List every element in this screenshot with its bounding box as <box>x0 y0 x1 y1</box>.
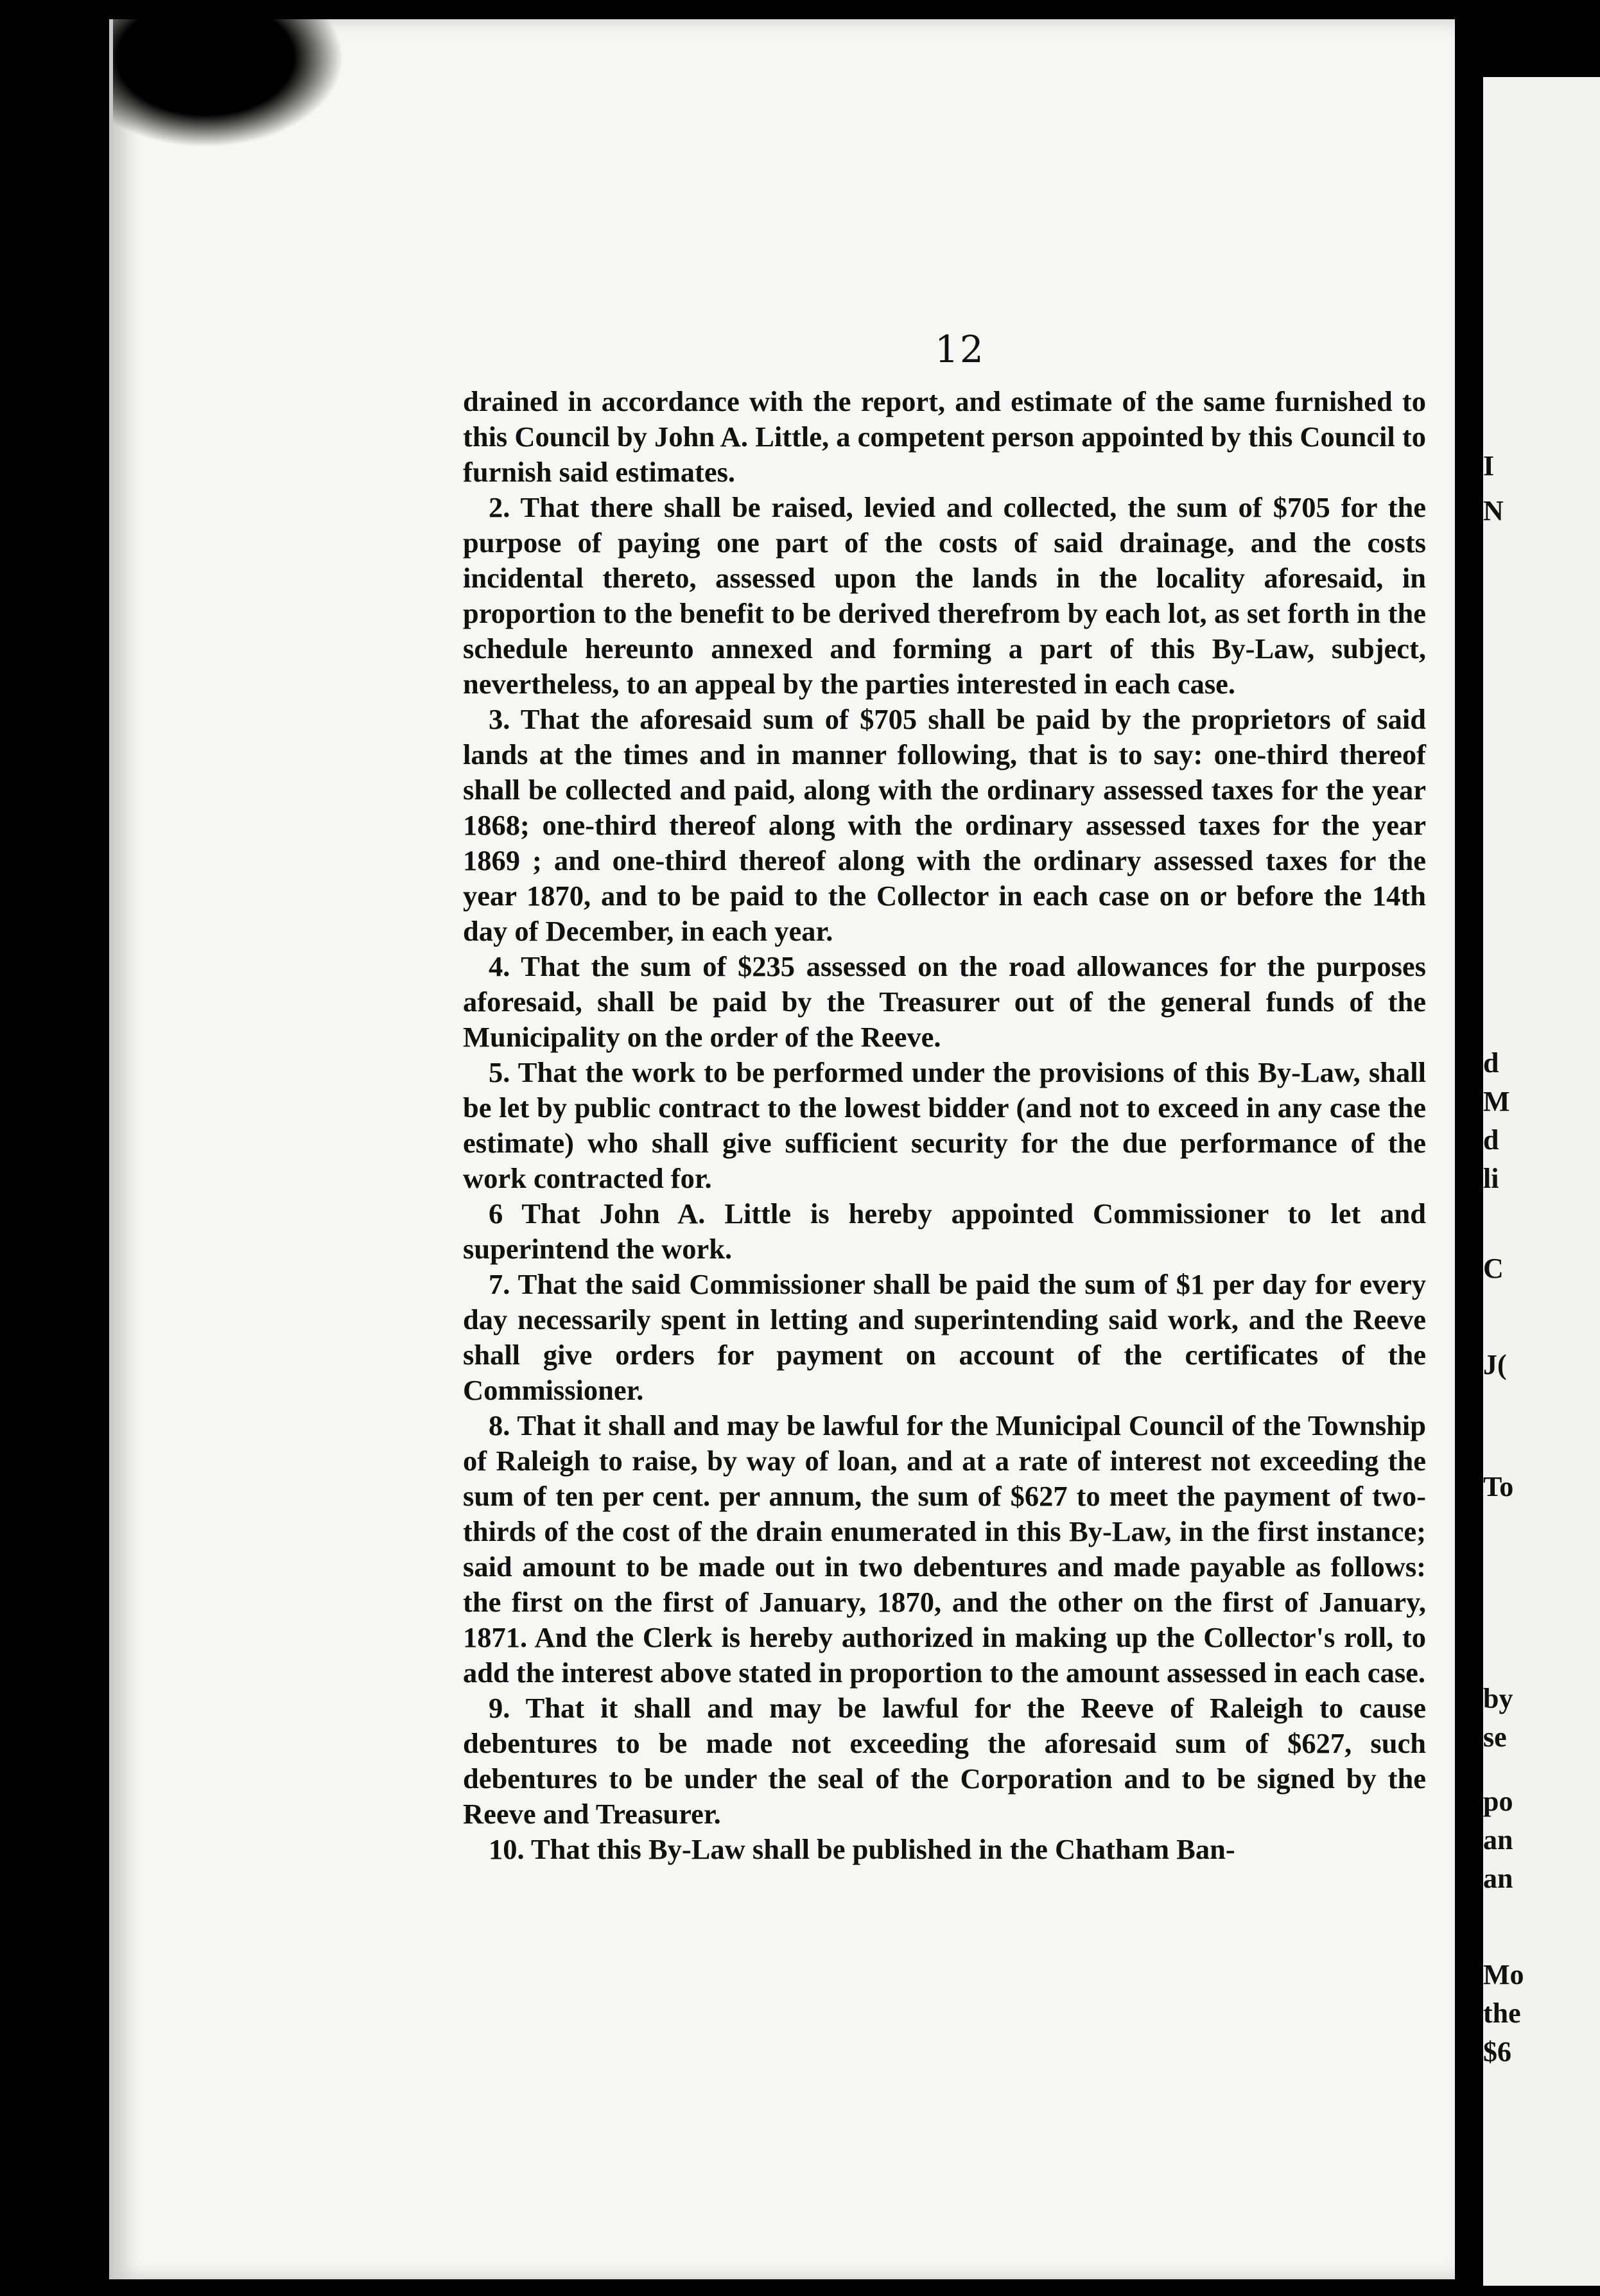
facing-text-fragment: d <box>1483 1124 1499 1156</box>
paragraph: 6 That John A. Little is hereby appointed Commissioner to let and superintend the work. <box>463 1197 1426 1265</box>
facing-text-fragment: by <box>1483 1683 1513 1714</box>
facing-text-fragment: po <box>1483 1786 1513 1817</box>
facing-text-fragment: To <box>1483 1471 1514 1502</box>
page-edge-damage <box>113 19 344 148</box>
facing-text-fragment: $6 <box>1483 2036 1511 2067</box>
facing-text-fragment: an <box>1483 1824 1513 1856</box>
paragraph: drained in accordance with the report, and estimate of the same furnished to this Council by John A. Little, a competent person appointed by this Council to furnish said estimates. <box>463 385 1426 488</box>
body-text <box>463 384 1426 1867</box>
facing-text-fragment: se <box>1483 1721 1507 1753</box>
book-page <box>109 19 1455 2279</box>
facing-text-fragment: an <box>1483 1863 1513 1894</box>
facing-text-fragment: M <box>1483 1086 1510 1117</box>
paragraph: 2. That there shall be raised, levied and collected, the sum of $705 for the purpose of paying one part of the costs of said drainage, and the costs incidental thereto, assessed upon the lands in the locality aforesaid, in proportion to the benefit to be derived therefrom by each lot, as set forth in the schedule hereunto annexed and forming a part of this By-Law, subject, nevertheless, to an appeal by the parties interested in each case. <box>463 491 1426 700</box>
facing-page <box>1483 77 1600 2286</box>
paragraph: 7. That the said Commissioner shall be paid the sum of $1 per day for every day necessarily spent in letting and superintending said work, and the Reeve shall give orders for payment on account of the certificates of the Commissioner. <box>463 1268 1426 1406</box>
paragraph: 5. That the work to be performed under the provisions of this By-Law, shall be let by public contract to the lowest bidder (and not to exceed in any case the estimate) who shall give sufficient security for the due performance of the work contracted for. <box>463 1056 1426 1194</box>
paragraph: 10. That this By-Law shall be published in the Chatham Ban- <box>489 1833 1235 1865</box>
facing-text-fragment: J( <box>1483 1349 1507 1380</box>
paragraph: 8. That it shall and may be lawful for the Municipal Council of the Township of Raleigh to raise, by way of loan, and at a rate of interest not exceeding the sum of ten per cent. per annum, the sum of $627 to meet the payment of two-thirds of the cost of the drain enumerated in this By-Law, in the first instance; said amount to be made out in two debentures and made payable as follows: the first on the first of January, 1870, and the other on the first of January, 1871. And the Clerk is hereby authorized in making up the Collector's roll, to add the interest above stated in proportion to the amount assessed in each case. <box>463 1409 1426 1689</box>
facing-text-fragment: the <box>1483 1997 1521 2029</box>
facing-text-fragment: Mo <box>1483 1959 1524 1990</box>
paragraph: 4. That the sum of $235 assessed on the road allowances for the purposes aforesaid, shall be paid by the Treasurer out of the general funds of the Municipality on the order of the Reeve. <box>463 950 1426 1053</box>
paragraph: 9. That it shall and may be lawful for the Reeve of Raleigh to cause debentures to be made not exceeding the aforesaid sum of $627, such debentures to be under the seal of the Corporation and to be signed by the Reeve and Treasurer. <box>463 1692 1426 1830</box>
facing-text-fragment: I <box>1483 450 1495 482</box>
facing-text-fragment: C <box>1483 1253 1504 1284</box>
paragraph: 3. That the aforesaid sum of $705 shall be paid by the proprietors of said lands at the times and in manner following, that is to say: one-third thereof shall be collected and paid, along with the ordinary assessed taxes for the year 1868; one-third thereof along with the ordinary assessed taxes for the year 1869 ; and one-third thereof along with the ordinary assessed taxes for the year 1870, and to be paid to the Collector in each case on or before the 14th day of December, in each year. <box>463 703 1426 947</box>
facing-text-fragment: li <box>1483 1163 1499 1194</box>
facing-text-fragment: N <box>1483 495 1504 526</box>
facing-text-fragment: d <box>1483 1047 1499 1079</box>
page-number: 12 <box>935 327 985 371</box>
